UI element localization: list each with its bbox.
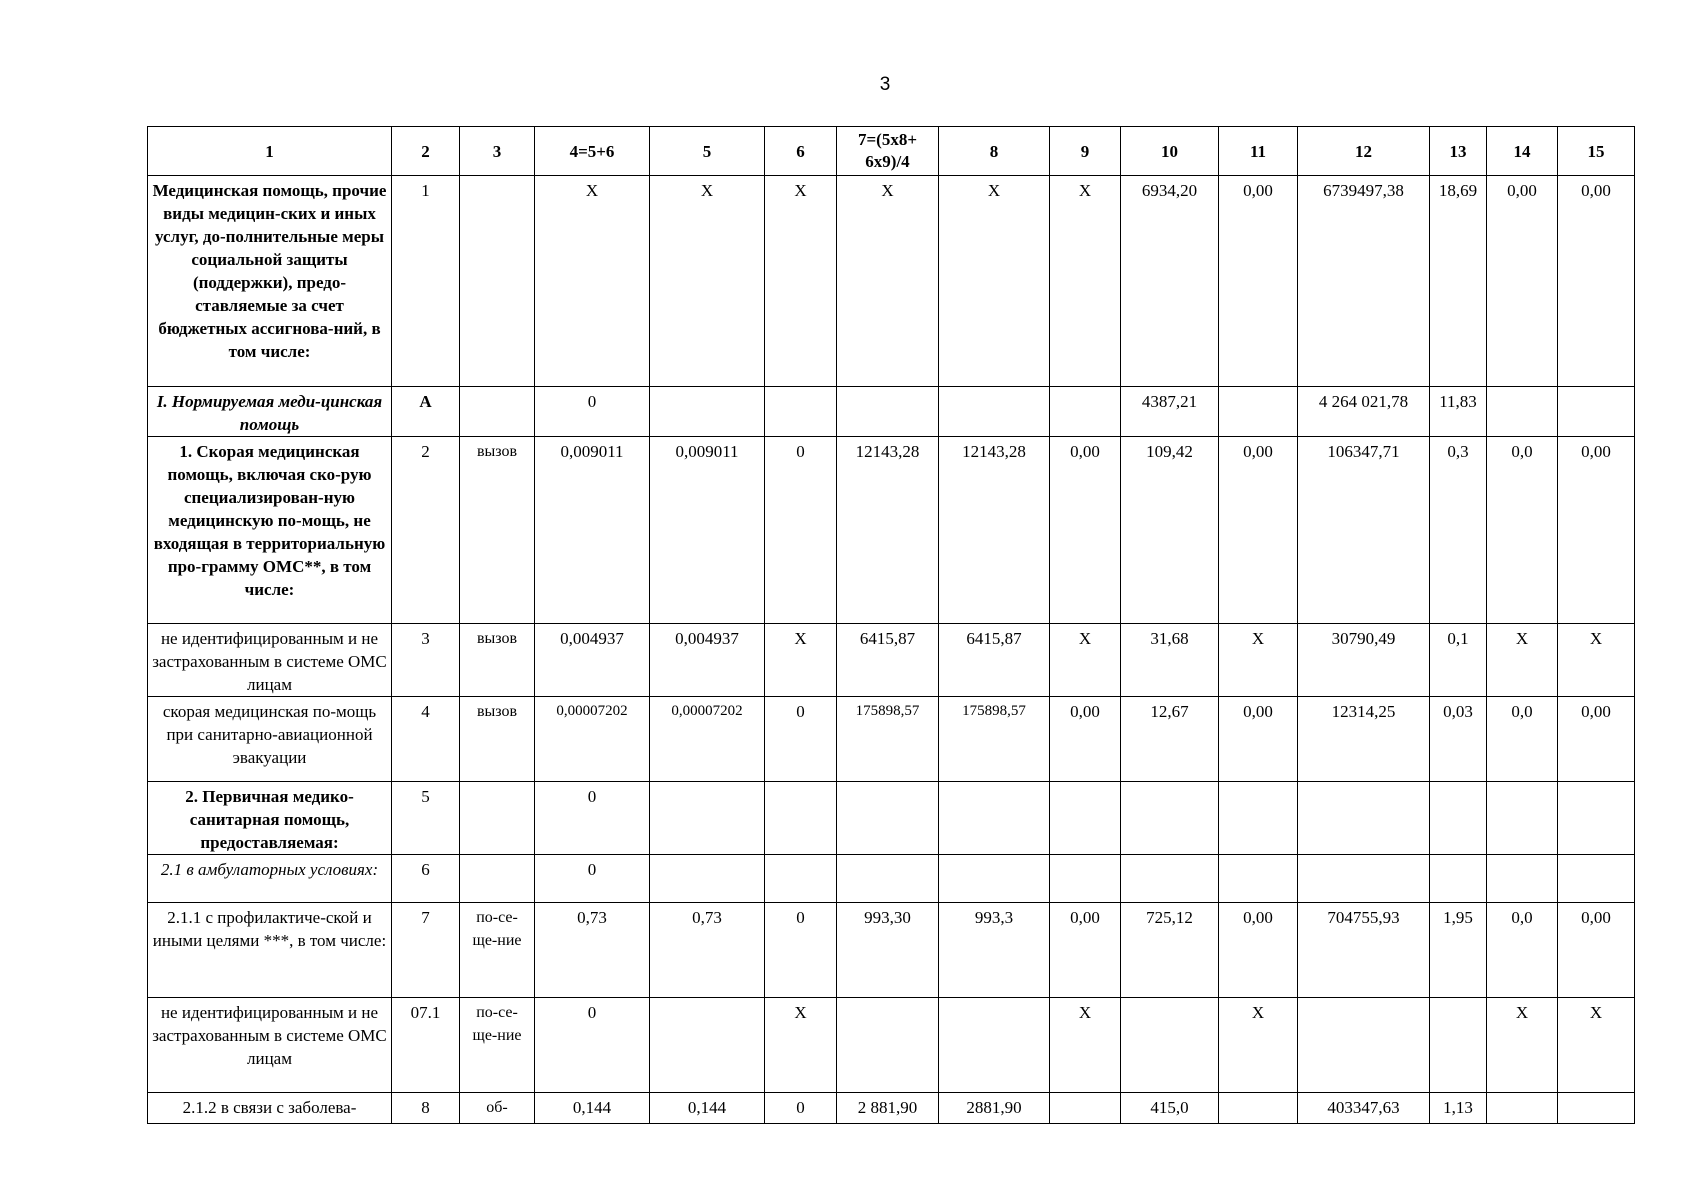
header-cell: 3: [460, 127, 535, 176]
value-cell: 31,68: [1121, 624, 1219, 697]
value-cell: [1298, 998, 1430, 1093]
row-name-cell: I. Нормируемая меди-цинская помощь: [148, 387, 392, 437]
table-row: [148, 855, 1635, 903]
value-cell: [765, 782, 837, 855]
value-cell: [1121, 998, 1219, 1093]
row-name-cell: 2.1.2 в связи с заболева-: [148, 1093, 392, 1124]
row-number-cell: 2: [392, 437, 460, 624]
value-cell: 6415,87: [837, 624, 939, 697]
unit-cell: [460, 855, 535, 903]
value-cell: [939, 855, 1050, 903]
unit-cell: вызов: [460, 437, 535, 624]
value-cell: 6739497,38: [1298, 176, 1430, 387]
unit-cell: по-се-ще-ние: [460, 903, 535, 998]
row-number-cell: 4: [392, 697, 460, 782]
row-number-cell: 3: [392, 624, 460, 697]
header-cell: 8: [939, 127, 1050, 176]
value-cell: Х: [1558, 624, 1635, 697]
unit-cell: [460, 782, 535, 855]
value-cell: 12143,28: [939, 437, 1050, 624]
value-cell: [1558, 782, 1635, 855]
row-number-cell: 5: [392, 782, 460, 855]
value-cell: [1487, 782, 1558, 855]
row-name-cell: Медицинская помощь, прочие виды медицин-ских и иных услуг, до-полнительные меры социальной защиты (поддержки), предо-ставляемые за счет бюджетных ассигнова-ний, в том числе:: [148, 176, 392, 387]
table-row: [148, 903, 1635, 998]
row-number-cell: 8: [392, 1093, 460, 1124]
unit-cell: по-се-ще-ние: [460, 998, 535, 1093]
value-cell: [1298, 855, 1430, 903]
value-cell: 106347,71: [1298, 437, 1430, 624]
value-cell: [1487, 1093, 1558, 1124]
table-row: [148, 624, 1635, 697]
value-cell: 993,3: [939, 903, 1050, 998]
row-name-cell: 1. Скорая медицинская помощь, включая ско-рую специализирован-ную медицинскую по-мощь, не входящая в территориальную про-грамму ОМС**, в том числе:: [148, 437, 392, 624]
value-cell: 0,00: [1050, 437, 1121, 624]
value-cell: 0,00007202: [535, 697, 650, 782]
row-number-cell: А: [392, 387, 460, 437]
value-cell: 0,009011: [535, 437, 650, 624]
value-cell: 12143,28: [837, 437, 939, 624]
table-row: [148, 782, 1635, 855]
value-cell: 6934,20: [1121, 176, 1219, 387]
value-cell: 11,83: [1430, 387, 1487, 437]
value-cell: 6415,87: [939, 624, 1050, 697]
value-cell: 109,42: [1121, 437, 1219, 624]
value-cell: Х: [1050, 998, 1121, 1093]
value-cell: 0,73: [535, 903, 650, 998]
value-cell: [765, 855, 837, 903]
value-cell: 0,00: [1219, 437, 1298, 624]
value-cell: Х: [1219, 998, 1298, 1093]
value-cell: 0,004937: [650, 624, 765, 697]
row-name-cell: не идентифицированным и не застрахованным в системе ОМС лицам: [148, 624, 392, 697]
value-cell: 175898,57: [939, 697, 1050, 782]
header-cell: 1: [148, 127, 392, 176]
page-number: 3: [879, 74, 891, 95]
value-cell: Х: [535, 176, 650, 387]
value-cell: [837, 855, 939, 903]
value-cell: [1430, 998, 1487, 1093]
value-cell: 0,00: [1219, 176, 1298, 387]
value-cell: Х: [1050, 624, 1121, 697]
value-cell: 0,144: [535, 1093, 650, 1124]
value-cell: 0: [535, 998, 650, 1093]
table-row: [148, 437, 1635, 624]
value-cell: Х: [1219, 624, 1298, 697]
header-cell: 10: [1121, 127, 1219, 176]
row-name-cell: 2.1.1 с профилактиче-ской и иными целями ***, в том числе:: [148, 903, 392, 998]
value-cell: [650, 998, 765, 1093]
value-cell: Х: [1487, 998, 1558, 1093]
value-cell: 704755,93: [1298, 903, 1430, 998]
row-number-cell: 07.1: [392, 998, 460, 1093]
value-cell: Х: [765, 998, 837, 1093]
header-cell: 12: [1298, 127, 1430, 176]
table-row: [148, 387, 1635, 437]
value-cell: [1219, 782, 1298, 855]
value-cell: Х: [650, 176, 765, 387]
value-cell: [1219, 855, 1298, 903]
value-cell: [1487, 387, 1558, 437]
value-cell: 1,13: [1430, 1093, 1487, 1124]
value-cell: Х: [837, 176, 939, 387]
value-cell: 2881,90: [939, 1093, 1050, 1124]
value-cell: 0,00: [1050, 697, 1121, 782]
table-row: [148, 1093, 1635, 1124]
value-cell: [1430, 855, 1487, 903]
row-name-cell: 2.1 в амбулаторных условиях:: [148, 855, 392, 903]
unit-cell: [460, 387, 535, 437]
value-cell: [939, 782, 1050, 855]
value-cell: [939, 387, 1050, 437]
value-cell: 2 881,90: [837, 1093, 939, 1124]
value-cell: 175898,57: [837, 697, 939, 782]
value-cell: 0,00: [1219, 697, 1298, 782]
value-cell: [1219, 387, 1298, 437]
table-row: [148, 176, 1635, 387]
value-cell: 0,00: [1558, 437, 1635, 624]
row-number-cell: 6: [392, 855, 460, 903]
value-cell: 0: [765, 903, 837, 998]
value-cell: 0,00: [1487, 176, 1558, 387]
header-cell: 13: [1430, 127, 1487, 176]
value-cell: [1558, 855, 1635, 903]
value-cell: 12314,25: [1298, 697, 1430, 782]
value-cell: 30790,49: [1298, 624, 1430, 697]
value-cell: 0: [535, 782, 650, 855]
value-cell: 415,0: [1121, 1093, 1219, 1124]
data-table: [147, 126, 1635, 1124]
value-cell: Х: [939, 176, 1050, 387]
unit-cell: об-: [460, 1093, 535, 1124]
header-cell: 14: [1487, 127, 1558, 176]
unit-cell: [460, 176, 535, 387]
header-cell: 7=(5х8+ 6х9)/4: [837, 127, 939, 176]
value-cell: 12,67: [1121, 697, 1219, 782]
value-cell: [837, 782, 939, 855]
value-cell: 0,00: [1050, 903, 1121, 998]
header-cell: 4=5+6: [535, 127, 650, 176]
table-row: [148, 697, 1635, 782]
value-cell: 0,144: [650, 1093, 765, 1124]
header-cell: 6: [765, 127, 837, 176]
value-cell: 0,00: [1558, 697, 1635, 782]
value-cell: 0: [765, 437, 837, 624]
value-cell: [650, 855, 765, 903]
value-cell: [1298, 782, 1430, 855]
row-number-cell: 7: [392, 903, 460, 998]
value-cell: 0: [535, 387, 650, 437]
header-row: [148, 127, 1635, 176]
value-cell: 993,30: [837, 903, 939, 998]
value-cell: 0,00: [1219, 903, 1298, 998]
value-cell: [650, 782, 765, 855]
value-cell: [1050, 387, 1121, 437]
value-cell: 0,0: [1487, 903, 1558, 998]
unit-cell: вызов: [460, 624, 535, 697]
header-cell: 9: [1050, 127, 1121, 176]
value-cell: 0,1: [1430, 624, 1487, 697]
value-cell: 0,73: [650, 903, 765, 998]
value-cell: 0: [765, 697, 837, 782]
row-name-cell: не идентифицированным и не застрахованным в системе ОМС лицам: [148, 998, 392, 1093]
value-cell: 0,0: [1487, 697, 1558, 782]
value-cell: 1,95: [1430, 903, 1487, 998]
header-cell: 11: [1219, 127, 1298, 176]
value-cell: Х: [1558, 998, 1635, 1093]
value-cell: 403347,63: [1298, 1093, 1430, 1124]
table-row: [148, 998, 1635, 1093]
value-cell: 4387,21: [1121, 387, 1219, 437]
value-cell: [1050, 855, 1121, 903]
value-cell: [837, 387, 939, 437]
header-cell: 15: [1558, 127, 1635, 176]
value-cell: 0,0: [1487, 437, 1558, 624]
value-cell: [1487, 855, 1558, 903]
value-cell: [1558, 387, 1635, 437]
value-cell: 0,3: [1430, 437, 1487, 624]
value-cell: [650, 387, 765, 437]
value-cell: Х: [765, 624, 837, 697]
value-cell: Х: [765, 176, 837, 387]
unit-cell: вызов: [460, 697, 535, 782]
value-cell: [1558, 1093, 1635, 1124]
value-cell: [1121, 782, 1219, 855]
value-cell: 0,00: [1558, 903, 1635, 998]
value-cell: 18,69: [1430, 176, 1487, 387]
value-cell: [765, 387, 837, 437]
value-cell: Х: [1487, 624, 1558, 697]
row-name-cell: 2. Первичная медико-санитарная помощь, предоставляемая:: [148, 782, 392, 855]
value-cell: [1050, 782, 1121, 855]
value-cell: [1430, 782, 1487, 855]
value-cell: [1121, 855, 1219, 903]
value-cell: 0,004937: [535, 624, 650, 697]
value-cell: [837, 998, 939, 1093]
value-cell: 0: [765, 1093, 837, 1124]
value-cell: [1219, 1093, 1298, 1124]
value-cell: 725,12: [1121, 903, 1219, 998]
header-cell: 2: [392, 127, 460, 176]
value-cell: 0,00007202: [650, 697, 765, 782]
row-name-cell: скорая медицинская по-мощь при санитарно-авиационной эвакуации: [148, 697, 392, 782]
value-cell: 0,00: [1558, 176, 1635, 387]
value-cell: 0: [535, 855, 650, 903]
value-cell: 0,03: [1430, 697, 1487, 782]
value-cell: 4 264 021,78: [1298, 387, 1430, 437]
value-cell: 0,009011: [650, 437, 765, 624]
value-cell: [1050, 1093, 1121, 1124]
row-number-cell: 1: [392, 176, 460, 387]
header-cell: 5: [650, 127, 765, 176]
value-cell: [939, 998, 1050, 1093]
value-cell: Х: [1050, 176, 1121, 387]
